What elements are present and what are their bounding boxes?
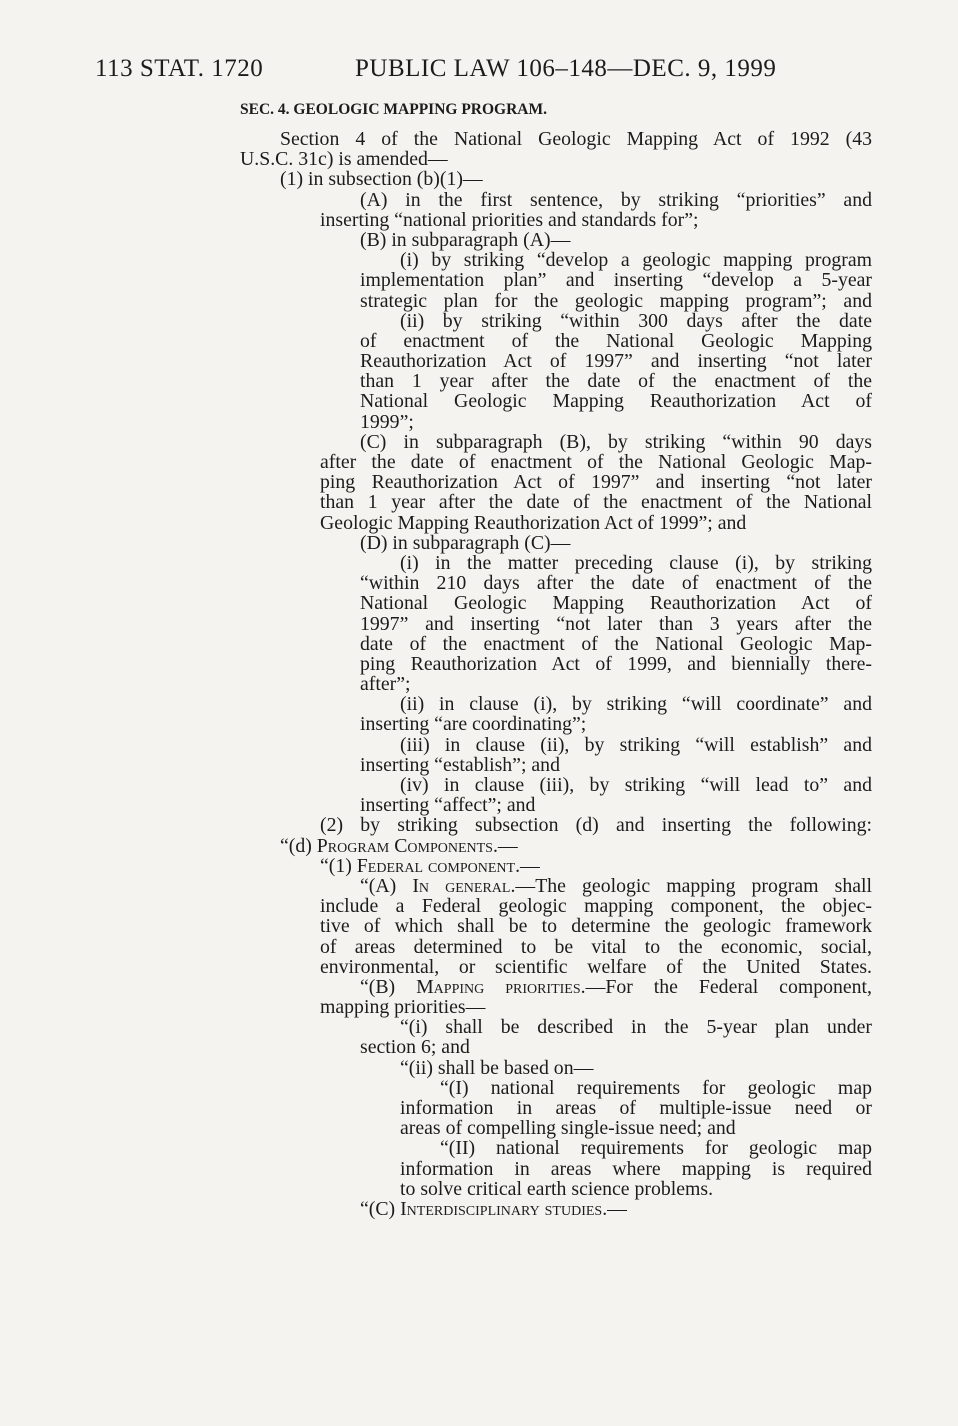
text-line bbox=[240, 896, 872, 916]
line-text: (1) in subsection (b)(1)— bbox=[280, 168, 483, 191]
text-line bbox=[240, 674, 872, 694]
line-text: tive of which shall be to determine the geologic framework bbox=[320, 915, 872, 938]
line-text: than 1 year after the date of the enactment of the National bbox=[320, 491, 872, 514]
text-line bbox=[240, 311, 872, 331]
text-line bbox=[240, 573, 872, 593]
text-line bbox=[240, 351, 872, 371]
stat-reference: 113 STAT. 1720 bbox=[95, 55, 264, 82]
line-text: Reauthorization Act of 1997” and inserting “not later bbox=[360, 350, 872, 373]
text-line bbox=[240, 735, 872, 755]
line-text: Geologic Mapping Reauthorization Act of 1999”; and bbox=[320, 511, 747, 534]
line-text: “(d) bbox=[280, 834, 317, 857]
line-text: (D) in subparagraph (C)— bbox=[360, 531, 571, 554]
line-tail: —For the Federal component, bbox=[585, 975, 873, 998]
text-line bbox=[240, 371, 872, 391]
text-line bbox=[240, 876, 872, 896]
text-line bbox=[240, 1159, 872, 1179]
text-line bbox=[240, 1078, 872, 1098]
text-line bbox=[240, 149, 872, 169]
line-text: section 6; and bbox=[360, 1036, 470, 1059]
text-line bbox=[240, 190, 872, 210]
small-caps-heading: Interdisciplinary studies. bbox=[400, 1197, 608, 1220]
text-line bbox=[240, 714, 872, 734]
line-tail: —The geologic mapping program shall bbox=[515, 874, 873, 897]
running-header bbox=[95, 55, 868, 91]
text-line bbox=[240, 694, 872, 714]
line-text: “(A) bbox=[360, 874, 413, 897]
line-text: environmental, or scientific welfare of the United States. bbox=[320, 955, 872, 978]
line-tail: — bbox=[520, 854, 540, 877]
text-line bbox=[240, 937, 872, 957]
text-line bbox=[240, 977, 872, 997]
text-line bbox=[240, 795, 872, 815]
text-line bbox=[240, 230, 872, 250]
line-text: “(B) bbox=[360, 975, 417, 998]
text-line bbox=[240, 1138, 872, 1158]
text-line bbox=[240, 129, 872, 149]
text-line bbox=[240, 513, 872, 533]
text-line bbox=[240, 775, 872, 795]
text-line bbox=[240, 997, 872, 1017]
text-line bbox=[240, 391, 872, 411]
line-text: National Geologic Mapping Reauthorization Act of bbox=[360, 390, 872, 413]
line-tail: — bbox=[497, 834, 518, 857]
public-law-reference: PUBLIC LAW 106–148—DEC. 9, 1999 bbox=[355, 55, 777, 82]
line-text: “within 210 days after the date of enactment of the bbox=[360, 572, 872, 595]
line-text: (ii) in clause (i), by striking “will coordinate” and bbox=[400, 693, 872, 716]
text-line bbox=[240, 270, 872, 290]
small-caps-heading: Program Components. bbox=[316, 834, 498, 857]
text-line bbox=[240, 210, 872, 230]
section-heading: SEC. 4. GEOLOGIC MAPPING PROGRAM. bbox=[240, 101, 547, 118]
line-tail: — bbox=[607, 1197, 627, 1220]
line-text: Section 4 of the National Geologic Mapping Act of 1992 (43 bbox=[280, 128, 872, 150]
text-line bbox=[240, 492, 872, 512]
line-text: date of the enactment of the National Geologic Map- bbox=[360, 632, 872, 655]
text-line bbox=[240, 614, 872, 634]
line-text: (i) by striking “develop a geologic mapping program bbox=[400, 249, 872, 272]
text-line bbox=[240, 593, 872, 613]
text-line bbox=[240, 169, 872, 189]
text-line bbox=[240, 815, 872, 835]
line-text: inserting “establish”; and bbox=[360, 753, 560, 776]
line-text: (2) by striking subsection (d) and inserting the following: bbox=[320, 814, 872, 837]
line-text: 1999”; bbox=[360, 410, 414, 433]
line-text: (iii) in clause (ii), by striking “will establish” and bbox=[400, 733, 872, 756]
line-text: (C) in subparagraph (B), by striking “within 90 days bbox=[360, 430, 872, 453]
text-line bbox=[240, 957, 872, 977]
text-line bbox=[240, 412, 872, 432]
line-text: strategic plan for the geologic mapping program”; and bbox=[360, 289, 872, 312]
line-text: information in areas of multiple-issue need or bbox=[400, 1097, 872, 1119]
line-text: “(i) shall be described in the 5-year plan under bbox=[400, 1016, 872, 1039]
line-text: include a Federal geologic mapping component, the objec- bbox=[320, 895, 872, 918]
text-line bbox=[240, 1037, 872, 1057]
line-text: (A) in the first sentence, by striking “priorities” and bbox=[360, 188, 872, 211]
text-line bbox=[240, 432, 872, 452]
line-text: ping Reauthorization Act of 1999, and biennially there- bbox=[360, 652, 872, 675]
text-line bbox=[240, 250, 872, 270]
line-text: (ii) by striking “within 300 days after the date bbox=[400, 309, 872, 332]
text-line bbox=[240, 1179, 872, 1199]
text-line bbox=[240, 1118, 872, 1138]
line-text: than 1 year after the date of the enactment of the bbox=[360, 370, 872, 393]
line-text: areas of compelling single-issue need; and bbox=[400, 1117, 736, 1140]
line-text: after the date of enactment of the National Geologic Map- bbox=[320, 451, 872, 473]
text-line bbox=[240, 836, 872, 856]
line-text: information in areas where mapping is required bbox=[400, 1157, 872, 1180]
line-text: (iv) in clause (iii), by striking “will lead to” and bbox=[400, 774, 872, 796]
text-line bbox=[240, 654, 872, 674]
line-text: implementation plan” and inserting “develop a 5-year bbox=[360, 269, 872, 292]
line-text: mapping priorities— bbox=[320, 996, 486, 1019]
line-text: (i) in the matter preceding clause (i), by striking bbox=[400, 551, 872, 574]
small-caps-heading: In general. bbox=[412, 874, 516, 897]
text-line bbox=[240, 452, 872, 472]
text-line bbox=[240, 553, 872, 573]
line-text: U.S.C. 31c) is amended— bbox=[240, 148, 448, 171]
text-line bbox=[240, 533, 872, 553]
section-body bbox=[240, 129, 872, 1219]
text-line bbox=[240, 1098, 872, 1118]
line-text: of areas determined to be vital to the economic, social, bbox=[320, 935, 872, 958]
small-caps-heading: Federal component. bbox=[356, 854, 521, 877]
line-text: inserting “affect”; and bbox=[360, 794, 536, 817]
text-line bbox=[240, 856, 872, 876]
text-line bbox=[240, 1058, 872, 1078]
line-text: 1997” and inserting “not later than 3 years after the bbox=[360, 612, 872, 635]
text-line bbox=[240, 1199, 872, 1219]
line-text: “(II) national requirements for geologic map bbox=[440, 1137, 872, 1160]
text-line bbox=[240, 331, 872, 351]
text-line bbox=[240, 634, 872, 654]
line-text: National Geologic Mapping Reauthorization Act of bbox=[360, 592, 872, 615]
text-line bbox=[240, 1017, 872, 1037]
line-text: “(1) bbox=[320, 854, 357, 877]
line-text: ping Reauthorization Act of 1997” and inserting “not later bbox=[320, 471, 872, 494]
line-text: after”; bbox=[360, 673, 411, 696]
text-line bbox=[240, 755, 872, 775]
line-text: (B) in subparagraph (A)— bbox=[360, 228, 571, 251]
text-line bbox=[240, 291, 872, 311]
line-text: to solve critical earth science problems. bbox=[400, 1177, 714, 1200]
line-text: inserting “national priorities and standards for”; bbox=[320, 208, 699, 231]
text-line bbox=[240, 472, 872, 492]
line-text: “(ii) shall be based on— bbox=[400, 1056, 594, 1079]
text-line bbox=[240, 916, 872, 936]
line-text: inserting “are coordinating”; bbox=[360, 713, 587, 736]
line-text: of enactment of the National Geologic Mapping bbox=[360, 329, 872, 352]
line-text: “(I) national requirements for geologic map bbox=[440, 1076, 872, 1099]
small-caps-heading: Mapping priorities. bbox=[416, 975, 586, 998]
line-text: “(C) bbox=[360, 1197, 401, 1220]
